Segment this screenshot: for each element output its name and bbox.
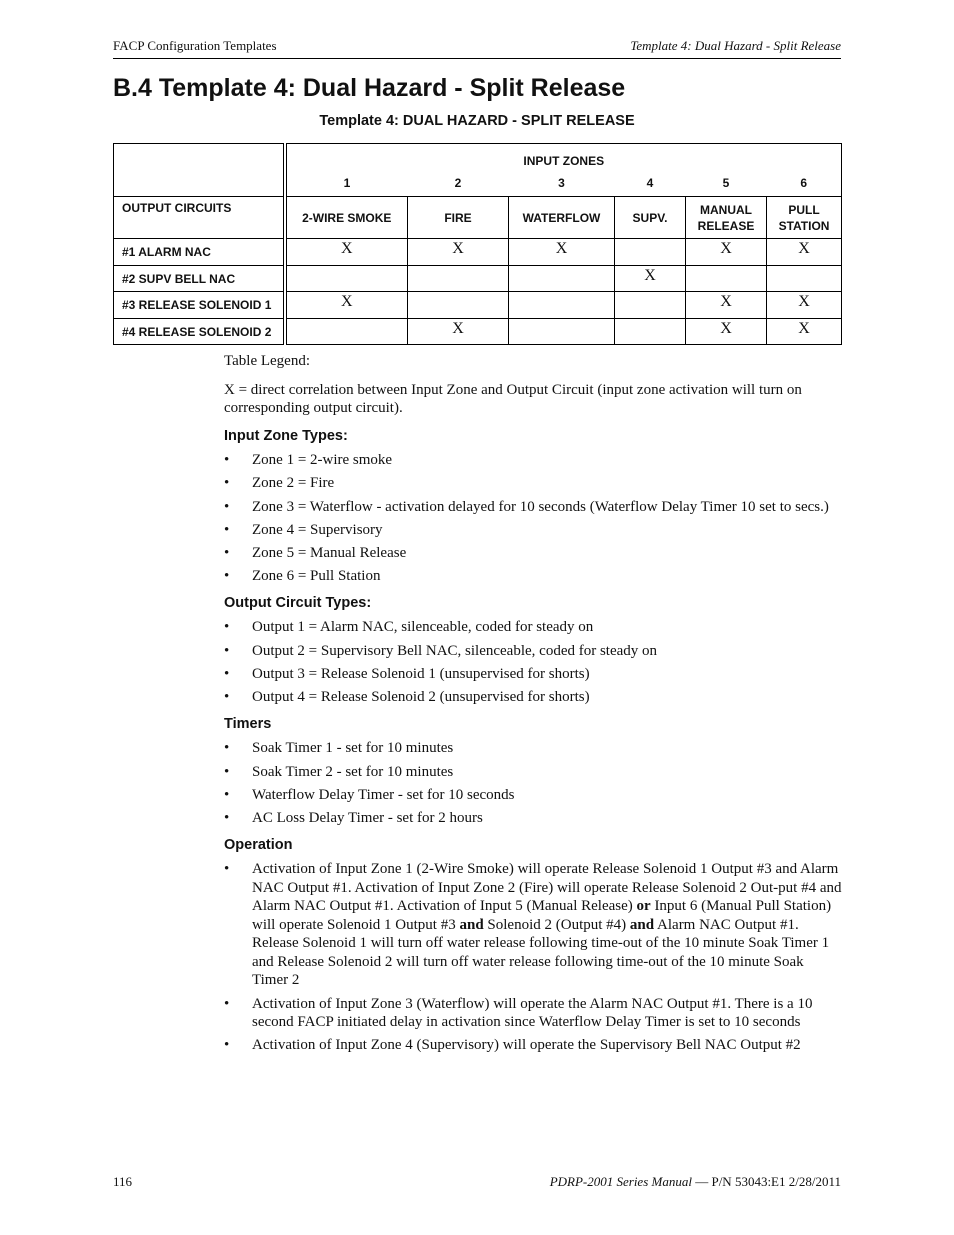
matrix-cell (615, 239, 686, 266)
matrix-cell: X (686, 292, 767, 319)
operation-list (224, 860, 842, 1055)
zone-number: 2 (408, 170, 509, 197)
table-row (114, 292, 842, 319)
list-item: • Activation of Input Zone 4 (Supervisory) will operate the Supervisory Bell NAC Output #2 (224, 1037, 801, 1054)
bullet-icon: • (224, 995, 230, 1012)
footer-manual-info (550, 1174, 841, 1190)
matrix-cell: X (615, 266, 686, 292)
matrix-cell: X (285, 239, 408, 266)
bullet-icon: • (224, 498, 230, 515)
matrix-cell (509, 319, 615, 345)
bullet-icon: • (224, 475, 230, 492)
list-item: • Output 2 = Supervisory Bell NAC, silenceable, coded for steady on (224, 642, 658, 659)
matrix-cell: X (408, 319, 509, 345)
list-item: • AC Loss Delay Timer - set for 2 hours (224, 810, 483, 827)
list-item: • Soak Timer 2 - set for 10 minutes (224, 763, 454, 780)
bullet-icon: • (224, 666, 230, 683)
input-zone-types-heading: Input Zone Types: (224, 427, 348, 444)
matrix-cell (408, 292, 509, 319)
zone-name: WATERFLOW (509, 197, 615, 239)
body-text (224, 352, 842, 1060)
zone-number: 3 (509, 170, 615, 197)
list-item: • Zone 1 = 2-wire smoke (224, 452, 393, 468)
page-number: 116 (113, 1174, 133, 1189)
matrix-cell (767, 266, 842, 292)
matrix-cell (285, 266, 408, 292)
zone-number: 5 (686, 170, 767, 197)
bullet-icon: • (224, 545, 230, 562)
list-item: • Zone 3 = Waterflow - activation delayed for 10 seconds (Waterflow Delay Timer 10 set to secs.) (224, 498, 829, 515)
running-header-right: Template 4: Dual Hazard - Split Release (630, 38, 841, 53)
bullet-icon: • (224, 619, 230, 636)
list-item: • Waterflow Delay Timer - set for 10 seconds (224, 786, 515, 803)
list-item: • Activation of Input Zone 3 (Waterflow) will operate the Alarm NAC Output #1. There is a 10 second FACP initiated delay in activation since Waterflow Delay Timer is set to 10 seconds (224, 995, 813, 1031)
output-circuit-types-heading: Output Circuit Types: (224, 594, 372, 611)
zone-name: MANUAL RELEASE (686, 197, 767, 239)
zone-number: 6 (767, 170, 842, 197)
matrix-cell: X (767, 292, 842, 319)
input-zone-types-list (224, 451, 842, 586)
bullet-icon: • (224, 689, 230, 706)
list-item: • Zone 2 = Fire (224, 475, 335, 492)
list-item: • Zone 5 = Manual Release (224, 545, 407, 562)
bullet-icon: • (224, 861, 230, 878)
legend-text: X = direct correlation between Input Zone and Output Circuit (input zone activation will turn on corresponding output circuit). (224, 381, 802, 416)
zone-number: 1 (285, 170, 408, 197)
matrix-cell (686, 266, 767, 292)
zone-number: 4 (615, 170, 686, 197)
timers-list (224, 739, 842, 827)
running-header-left: FACP Configuration Templates (113, 38, 277, 53)
output-circuit-label: #2 SUPV BELL NAC (114, 266, 285, 292)
list-item: • Zone 6 = Pull Station (224, 568, 381, 585)
table-row (114, 319, 842, 345)
matrix-cell: X (686, 239, 767, 266)
bullet-icon: • (224, 786, 230, 803)
manual-title: PDRP-2001 Series Manual (549, 1174, 692, 1189)
list-item: • Output 1 = Alarm NAC, silenceable, coded for steady on (224, 619, 594, 636)
header-rule (113, 58, 841, 59)
table-row (114, 239, 842, 266)
output-circuits-header: OUTPUT CIRCUITS (114, 197, 285, 239)
output-circuit-label: #3 RELEASE SOLENOID 1 (114, 292, 285, 319)
matrix-cell (408, 266, 509, 292)
matrix-cell: X (285, 292, 408, 319)
table-row (114, 266, 842, 292)
operation-heading: Operation (224, 836, 293, 853)
bullet-icon: • (224, 452, 230, 468)
list-item: • Activation of Input Zone 1 (2-Wire Smoke) will operate Release Solenoid 1 Output #3 and Alarm NAC Output #1. Activation of Input Zone 2 (Fire) will operate Release Solenoid 2 Out-put #4 and Alarm NAC Output #1. Activation of Input 5 (Manual Release) or Input 6 (Manual Pull Station) will operate Solenoid 1 Output #3 and Solenoid 2 (Output #4) and Alarm NAC Output #1. Release Solenoid 1 will turn off water release following time-out of the 10 minute Soak Timer 1 and Release Solenoid 2 will turn off water release following time-out of the 10 minute Soak Timer 2 (224, 861, 842, 989)
zone-name: PULL STATION (767, 197, 842, 239)
bullet-icon: • (224, 568, 230, 585)
timers-heading: Timers (224, 715, 272, 732)
section-title: B.4 Template 4: Dual Hazard - Split Release (113, 74, 626, 102)
zone-output-matrix (113, 143, 842, 345)
matrix-cell (285, 319, 408, 345)
list-item: • Output 4 = Release Solenoid 2 (unsupervised for shorts) (224, 689, 590, 706)
bullet-icon: • (224, 763, 230, 780)
matrix-cell (615, 292, 686, 319)
bullet-icon: • (224, 521, 230, 538)
bullet-icon: • (224, 740, 230, 757)
legend-title: Table Legend: (224, 353, 310, 369)
part-number: P/N 53043:E1 2/28/2011 (711, 1174, 841, 1189)
list-item: • Zone 4 = Supervisory (224, 521, 383, 538)
footer-separator: — (691, 1174, 712, 1189)
zone-name: 2-WIRE SMOKE (285, 197, 408, 239)
table-caption: Template 4: DUAL HAZARD - SPLIT RELEASE (319, 113, 635, 129)
matrix-cell: X (509, 239, 615, 266)
bullet-icon: • (224, 642, 230, 659)
matrix-cell: X (767, 239, 842, 266)
matrix-cell (615, 319, 686, 345)
list-item: • Soak Timer 1 - set for 10 minutes (224, 740, 454, 757)
matrix-cell: X (686, 319, 767, 345)
matrix-cell (509, 292, 615, 319)
output-circuit-label: #1 ALARM NAC (114, 239, 285, 266)
corner-cell-lower (114, 170, 285, 197)
bullet-icon: • (224, 810, 230, 827)
output-circuit-types-list (224, 618, 842, 706)
matrix-cell: X (408, 239, 509, 266)
corner-cell (114, 144, 285, 170)
list-item: • Output 3 = Release Solenoid 1 (unsupervised for shorts) (224, 666, 590, 683)
bullet-icon: • (224, 1037, 230, 1054)
matrix-cell (509, 266, 615, 292)
matrix-cell: X (767, 319, 842, 345)
input-zones-header: INPUT ZONES (285, 144, 842, 170)
output-circuit-label: #4 RELEASE SOLENOID 2 (114, 319, 285, 345)
zone-name: FIRE (408, 197, 509, 239)
zone-name: SUPV. (615, 197, 686, 239)
